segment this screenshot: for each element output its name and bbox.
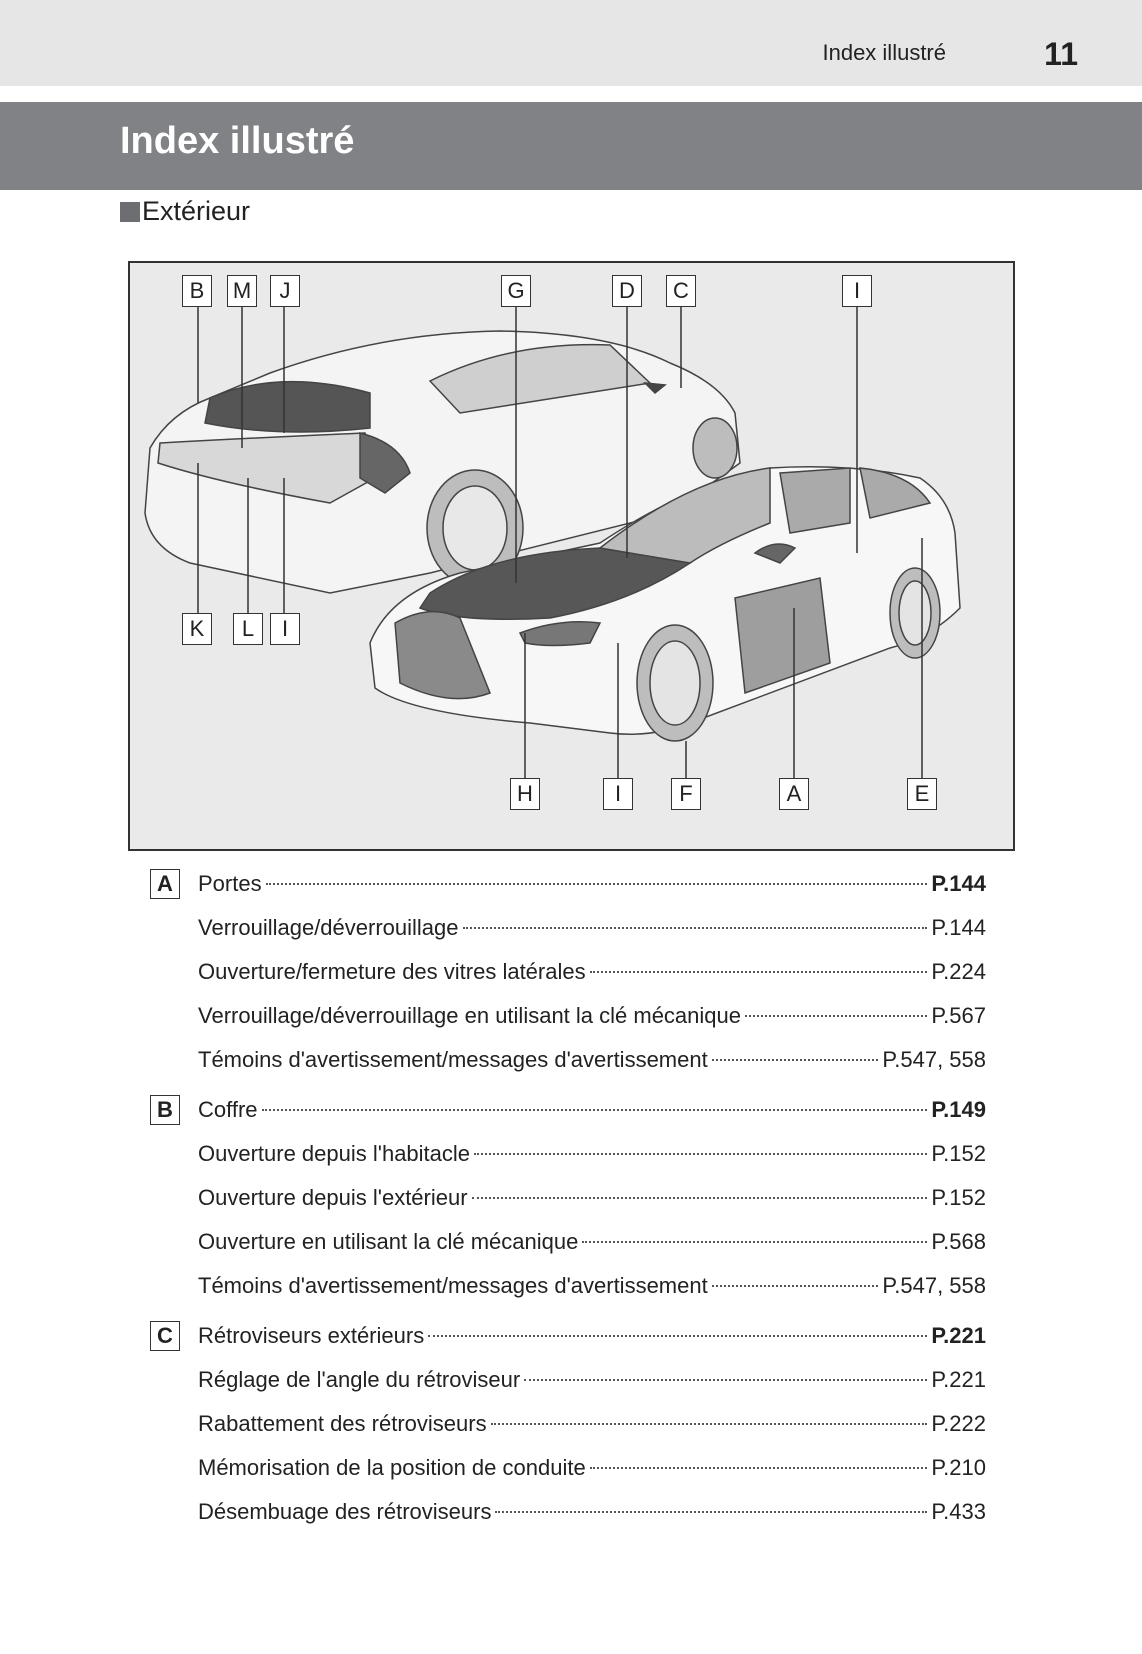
callout-label: G [501,275,531,307]
leader-dots [472,1197,928,1199]
callout-label: A [779,778,809,810]
leader-dots [266,883,928,885]
index-subentry[interactable] [150,950,986,994]
entry-page: P.144 [931,871,986,896]
subentry-page: P.144 [931,915,986,940]
callout-label: K [182,613,212,645]
index-subentry[interactable] [150,1038,986,1082]
subentry-page: P.224 [931,959,986,984]
car-illustration [130,263,1013,849]
index-subentry[interactable] [150,994,986,1038]
entry-page: P.221 [931,1323,986,1348]
subentry-page: P.210 [931,1455,986,1480]
leader-dots [712,1285,879,1287]
callout-label: E [907,778,937,810]
entry-page: P.149 [931,1097,986,1122]
index-subentry[interactable] [150,1176,986,1220]
subentry-page: P.152 [931,1141,986,1166]
subentry-label: Ouverture depuis l'extérieur [198,1185,468,1210]
subentry-page: P.221 [931,1367,986,1392]
callout-label: H [510,778,540,810]
square-bullet-icon [120,202,140,222]
index-subentry[interactable] [150,1402,986,1446]
index-subentry[interactable] [150,1490,986,1534]
index-subentry[interactable] [150,906,986,950]
subentry-label: Verrouillage/déverrouillage en utilisant la clé mécanique [198,1003,741,1028]
index-entry-main[interactable] [150,862,986,906]
subentry-label: Témoins d'avertissement/messages d'avertissement [198,1047,708,1072]
subentry-page: P.547, 558 [882,1047,986,1072]
index-subentry[interactable] [150,1264,986,1308]
entry-letter: B [150,1095,180,1125]
entry-letter: A [150,869,180,899]
index-subentry[interactable] [150,1132,986,1176]
leader-dots [491,1423,928,1425]
subentry-label: Ouverture/fermeture des vitres latérales [198,959,586,984]
subentry-page: P.152 [931,1185,986,1210]
subentry-page: P.568 [931,1229,986,1254]
leader-dots [590,971,928,973]
leader-dots [712,1059,879,1061]
leader-dots [474,1153,927,1155]
index-subentry[interactable] [150,1358,986,1402]
subentry-label: Rabattement des rétroviseurs [198,1411,487,1436]
section-heading [120,196,250,227]
subentry-label: Ouverture depuis l'habitacle [198,1141,471,1166]
entry-title: Coffre [198,1097,258,1122]
header-band [0,0,1142,86]
leader-dots [463,927,928,929]
leader-dots [582,1241,927,1243]
subentry-page: P.547, 558 [882,1273,986,1298]
subentry-label: Témoins d'avertissement/messages d'avertissement [198,1273,708,1298]
callout-label: L [233,613,263,645]
entry-title: Rétroviseurs extérieurs [198,1323,425,1348]
index-group [150,1088,986,1308]
index-subentry[interactable] [150,1220,986,1264]
page-title: Index illustré [120,120,355,162]
section-title: Extérieur [142,196,251,226]
subentry-label: Désembuage des rétroviseurs [198,1499,492,1524]
exterior-illustration [128,261,1015,851]
subentry-page: P.433 [931,1499,986,1524]
callout-label: I [842,275,872,307]
callout-label: I [603,778,633,810]
callout-label: M [227,275,257,307]
leader-dots [495,1511,927,1513]
leader-dots [262,1109,928,1111]
index-entry-main[interactable] [150,1088,986,1132]
index-subentry[interactable] [150,1446,986,1490]
callout-label: D [612,275,642,307]
index-entry-main[interactable] [150,1314,986,1358]
callout-label: F [671,778,701,810]
callout-label: B [182,275,212,307]
subentry-label: Ouverture en utilisant la clé mécanique [198,1229,579,1254]
subentry-label: Verrouillage/déverrouillage [198,915,459,940]
leader-dots [428,1335,927,1337]
leader-dots [524,1379,927,1381]
page-number: 11 [1044,36,1078,72]
index-group [150,862,986,1082]
entry-title: Portes [198,871,262,896]
callout-label: J [270,275,300,307]
callout-label: C [666,275,696,307]
leader-dots [590,1467,928,1469]
callout-label: I [270,613,300,645]
index-entries [150,862,986,1540]
index-group [150,1314,986,1534]
subentry-label: Mémorisation de la position de conduite [198,1455,586,1480]
running-title: Index illustré [822,40,946,65]
entry-letter: C [150,1321,180,1351]
leader-dots [745,1015,927,1017]
subentry-page: P.567 [931,1003,986,1028]
subentry-page: P.222 [931,1411,986,1436]
subentry-label: Réglage de l'angle du rétroviseur [198,1367,521,1392]
title-bar [0,102,1142,190]
